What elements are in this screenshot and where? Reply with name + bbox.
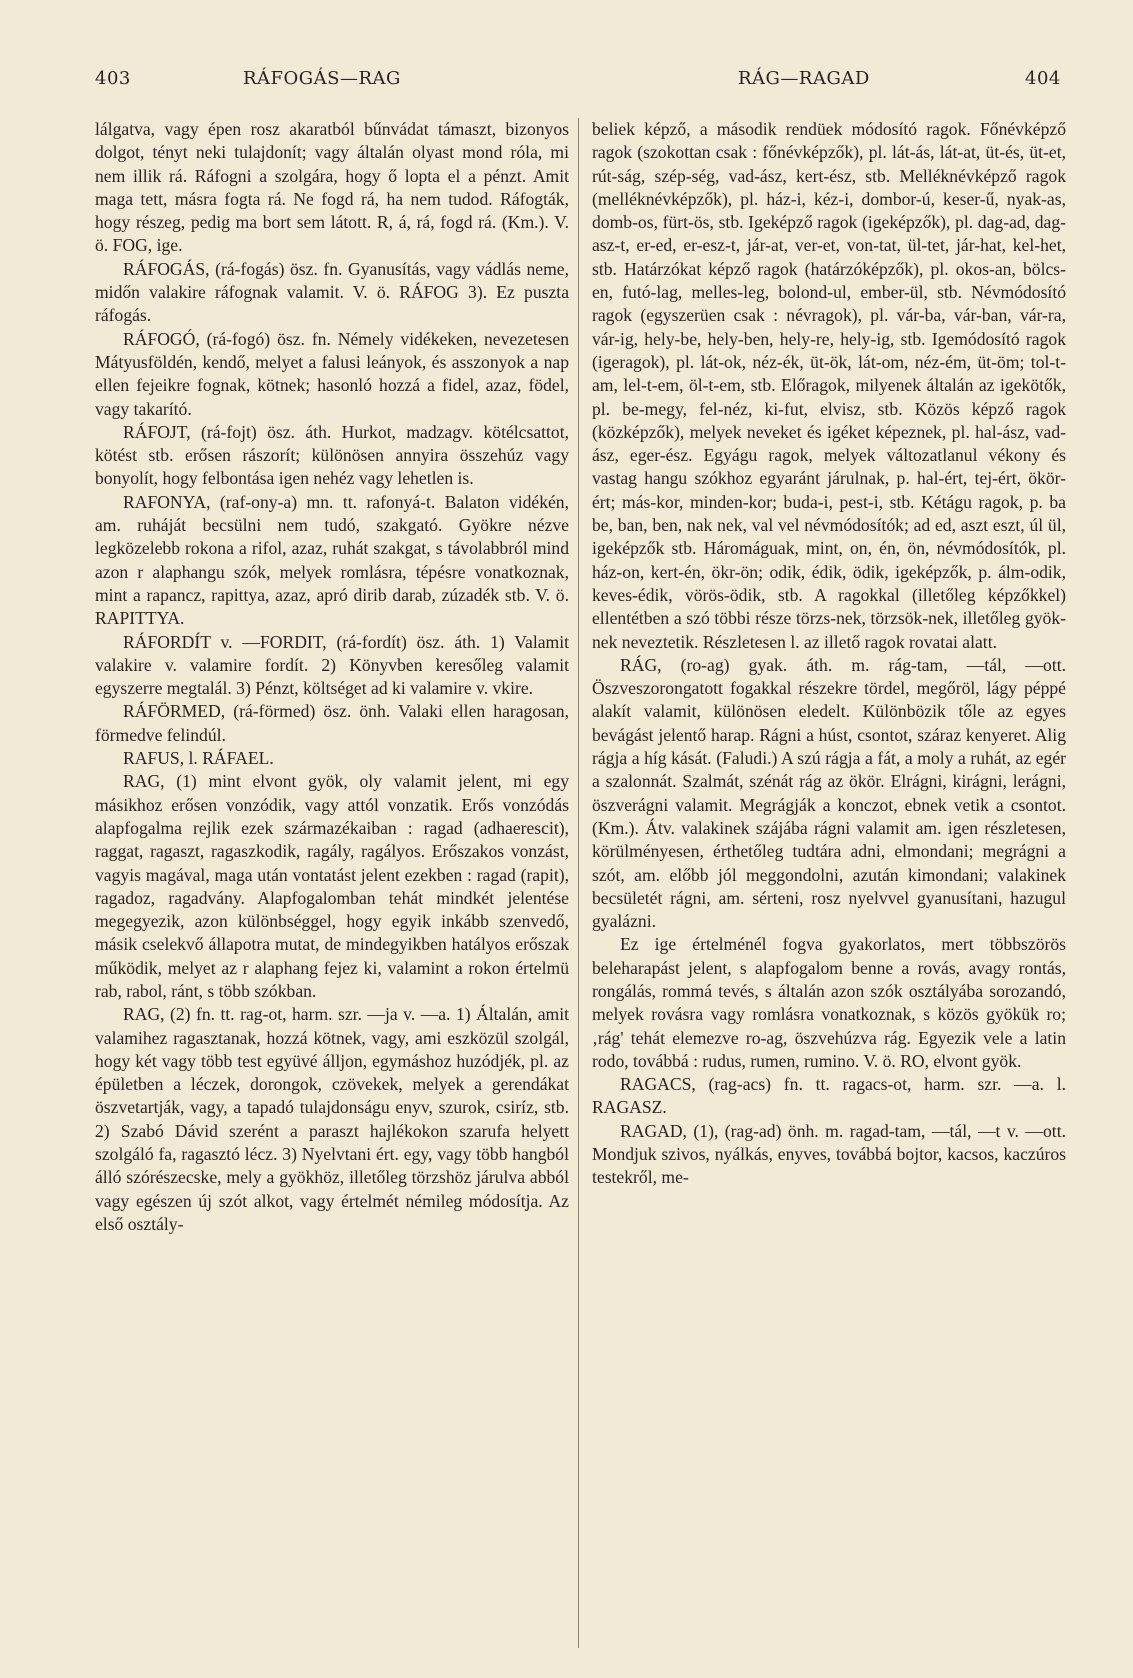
entry-raforditt: RÁFORDÍT v. —FORDIT, (rá-fordít) ösz. áth. 1) Valamit valakire v. valamire fordít. 2) Könyvben keresőleg valamit egyszerre megtalál. 3) Pénzt, költséget ad ki valamire v. vkire. [95,631,569,699]
right-running-title: RÁG—RAGAD [738,68,870,89]
entry-rafojt: RÁFOJT, (rá-fojt) ösz. áth. Hurkot, madzagv. kötélcsattot, kötést stb. erősen rászorít; különösen annyira összehúz vagy bonyolít, hogy felbontása igen nehéz vagy lehetlen is. [95,421,569,489]
left-running-title: RÁFOGÁS—RAG [243,68,401,89]
right-page-number: 404 [1025,68,1061,89]
entry-paragraph: beliek képző, a második rendüek módosító ragok. Főnévképző ragok (szokottan csak : főnévképzők), pl. lát-ás, lát-at, üt-és, üt-et, rút-ság, szép-ség, vad-ász, kert-ész, stb. Melléknévképző ragok (melléknévképzők), pl. ház-i, kéz-i, dombor-ú, keser-ű, nyak-as, domb-os, fürt-ös, stb. Igeképző ragok (igeképzők), pl. dag-ad, dag-asz-t, er-ed, er-esz-t, jár-at, ver-et, von-tat, ül-tet, jár-hat, kel-het, stb. Határzókat képző ragok (határzóképzők), pl. okos-an, bölcs-en, futó-lag, melles-leg, bolond-ul, ember-ül, stb. Névmódosító ragok (egyszerüen csak : névragok), pl. vár-ba, vár-ban, vár-ra, vár-ig, hely-be, hely-ben, hely-re, hely-ig, stb. Igemódosító ragok (igeragok), pl. lát-ok, néz-ék, üt-ök, lát-om, néz-ém, üt-öm; tol-t-am, lel-t-em, öl-t-em, stb. Előragok, milyenek általán az igekötők, pl. be-megy, fel-néz, ki-fut, elvisz, stb. Közös képző ragok (közképzők), melyek neveket és igéket képeznek, pl. hal-ász, vad-ász, eger-ész. Egyágu ragok, melyek változatlanul vékony és vastag hangu szókhoz egyaránt járulnak, p. hal-ért, tej-ért, ökör-ért; más-kor, minden-kor; buda-i, pest-i, stb. Kétágu ragok, p. ba be, ban, ben, nak nek, val vel névmódosítók; ad ed, aszt eszt, úl ül, igeképzők stb. Háromáguak, mint, on, én, ön, névmódosítók, pl. ház-on, kert-én, ökr-ön; odik, édik, ödik, igeképzők, p. álm-odik, keves-édik, vörös-ödik, stb. A ragokkal (illetőleg képzőkkel) ellentétben a szó többi része törzs-nek, törzsök-nek, illetőleg gyök-nek neveztetik. Részletesen l. az illető ragok rovatai alatt. [592,119,1066,652]
entry-rag-verb: RÁG, (ro-ag) gyak. áth. m. rág-tam, —tál, —ott. Öszveszorongatott fogakkal részekre tördel, megőröl, lágy péppé alakít valamit, különösen eledelt. Különbözik tőle az egyes bevágást jelentő harap. Rágni a húst, csontot, száraz kenyeret. Alig rágja a híg kását. (Faludi.) A szú rágja a fát, a moly a ruhát, az egér a szalonnát. Szalmát, szénát rág az ökör. Elrágni, kirágni, lerágni, öszverágni valamit. Megrágják a konczot, ebnek vetik a csontot. (Km.). Átv. valakinek szájába rágni valamit am. igen részletesen, körülményesen, érthetőleg tudtára adni, elmondani; megrágni a szót, am. előbb jól meggondolni, azután kimondani; valakinek becsületét rágni, am. sérteni, rosz nyelvvel gyanusítani, hazugul gyalázni. [592,654,1066,932]
running-header [95,68,1065,98]
entry-paragraph: lálgatva, vagy épen rosz akaratból bűnvádat támaszt, bizonyos dolgot, tényt neki tulajdonít; vagy általán olyast mond róla, mi nem illik rá. Ráfogni a szolgára, hogy ő lopta el a pénzt. Amit maga tett, másra fogta rá. Ne fogd rá, ha nem tudod. Ráfogták, hogy részeg, pedig ma bort sem látott. R, á, rá, fogd rá. (Km.). V. ö. FOG, ige. [95,119,569,256]
column-divider [578,118,579,1648]
entry-rafogas: RÁFOGÁS, (rá-fogás) ösz. fn. Gyanusítás, vagy vádlás neme, midőn valakire ráfognak valamit. V. ö. RÁFOG 3). Ez puszta ráfogás. [95,258,569,326]
entry-rag-1: RAG, (1) mint elvont gyök, oly valamit jelent, mi egy másikhoz erősen vonzódik, vagy attól vonzatik. Erős vonzódás alapfogalma rejlik ezek származékaiban : ragad (adhaerescit), raggat, ragaszt, ragaszkodik, ragály, ragályos. Erőszakos vonzást, vagyis magával, maga után vontatást jelent ezekben : ragad (rapit), ragadoz, ragadvány. Alapfogalomban tehát mindkét jelentése megegyezik, azon különbséggel, hogy egyik inkább szenvedő, másik cselekvő állapotra mutat, de mindegyikben hatályos erőszak működik, melyet az r alaphang fejez ki, valamint a rokon értelmü rab, rabol, ránt, s több szókban. [95,771,569,1001]
entry-rafonya: RAFONYA, (raf-ony-a) mn. tt. rafonyá-t. Balaton vidékén, am. ruháját becsülni nem tudó, szakgató. Gyökre nézve legközelebb rokona a rifol, azaz, ruhát szakgat, s távolabbról mind azon r alaphangu szók, melyek romlásra, tépésre vonatkoznak, mint a rapancz, rapittya, azaz, apró dirib darab, zúzadék stb. V. ö. RAPITTYA. [95,491,569,629]
entry-rag-2: RAG, (2) fn. tt. rag-ot, harm. szr. —ja v. —a. 1) Általán, amit valamihez ragasztanak, hozzá kötnek, vagy, ami eszközül szolgál, hogy két vagy több test együvé álljon, egymáshoz huzódjék, pl. az épületben a léczek, dorongok, czövekek, melyek a gerendákat öszvetartják, vagy, a tapadó tulajdonságu enyv, szurok, csiríz, stb. 2) Szabó Dávid szerént a paraszt hajlékokon szarufa helyett szolgáló fa, ragasztó lécz. 3) Nyelvtani ért. egy, vagy több hangból álló szórészecske, mely a gyökhöz, illetőleg törzshöz járulva abból vagy egészen új szót alkot, vagy értelmét némileg módosítja. Az első osztály- [95,1004,569,1234]
left-page-number: 403 [95,68,131,89]
right-column [592,118,1066,1190]
entry-rafus: RAFUS, l. RÁFAEL. [123,748,274,769]
entry-ragacs: RAGACS, (rag-acs) fn. tt. ragacs-ot, harm. szr. —a. l. RAGASZ. [592,1074,1066,1118]
entry-rafogo: RÁFOGÓ, (rá-fogó) ösz. fn. Némely vidékeken, nevezetesen Mátyusföldén, kendő, melyet a falusi leányok, és asszonyok a nap ellen fejeikre fognak, kötnek; hasonló hozzá a fidel, azaz, födel, vagy takarító. [95,328,569,419]
entry-raformed: RÁFÖRMED, (rá-förmed) ösz. önh. Valaki ellen haragosan, förmedve felindúl. [95,701,569,745]
left-column [95,118,569,1236]
entry-rag-note: Ez ige értelménél fogva gyakorlatos, mert többszörös beleharapást jelent, s alapfogalom benne a rovás, avagy rontás, rongálás, rommá tevés, s általán azon szók osztályába sorozandó, melyek rovásra vagy romlásra vonatkoznak, s közös gyökük ro; ‚rág' tehát elemezve ro-ag, öszvehúzva rág. Egyezik vele a latin rodo, továbbá : rudus, rumen, rumino. V. ö. RO, elvont gyök. [592,934,1066,1071]
entry-ragad: RAGAD, (1), (rag-ad) önh. m. ragad-tam, —tál, —t v. —ott. Mondjuk szivos, nyálkás, enyves, továbbá bojtor, kacsos, kaczúros testekről, me- [592,1120,1066,1188]
